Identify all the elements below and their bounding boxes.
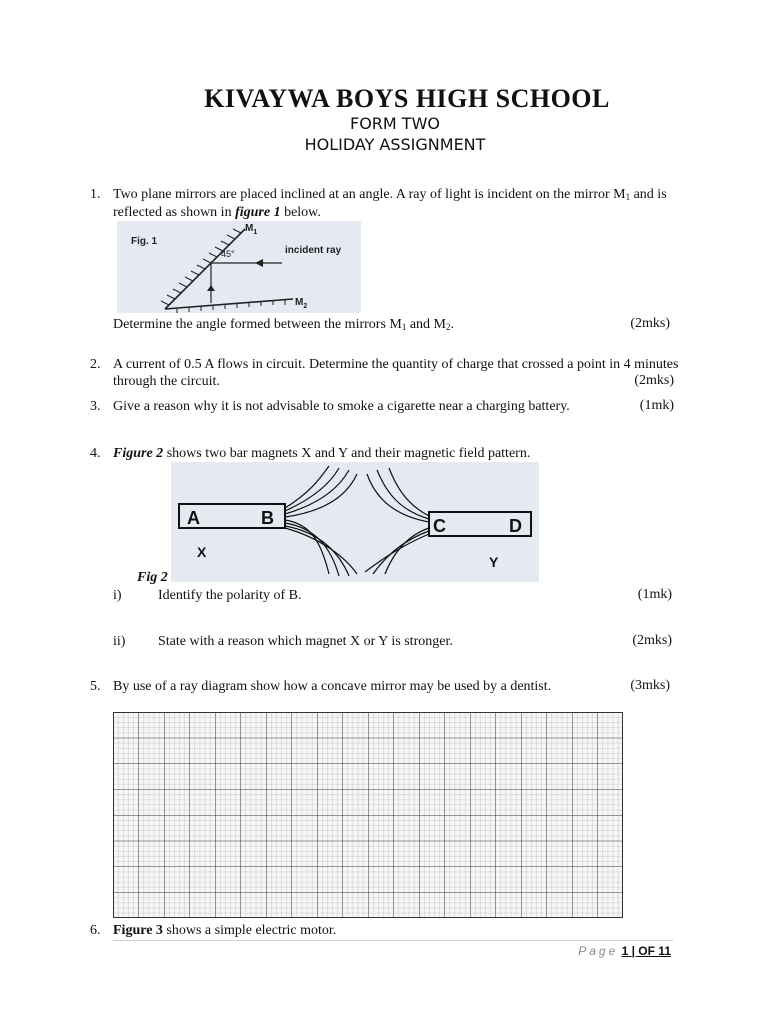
q2-marks: (2mks) — [634, 373, 674, 388]
magnet-pole-d: D — [509, 516, 522, 536]
magnet-x-label: X — [197, 544, 207, 560]
page-number: 1 | OF 11 — [621, 944, 671, 958]
q1-number: 1. — [90, 187, 101, 202]
q5-marks: (3mks) — [630, 678, 670, 693]
fig1-incident-ray-label: incident ray — [285, 245, 342, 256]
fig2-caption: Fig 2 — [137, 570, 168, 585]
fig1-angle: 45° — [221, 249, 235, 259]
magnet-pole-a: A — [187, 508, 200, 528]
school-name: KIVAYWA BOYS HIGH SCHOOL — [204, 84, 610, 113]
q6-number: 6. — [90, 923, 101, 938]
q2-text-line2: through the circuit. — [113, 374, 220, 389]
q6-text: Figure 3 shows a simple electric motor. — [113, 923, 337, 938]
form-level: FORM TWO — [350, 114, 440, 133]
magnet-y-label: Y — [489, 554, 499, 570]
q4-part-ii-marks: (2mks) — [632, 633, 672, 648]
graph-paper-answer-area[interactable] — [113, 712, 623, 918]
q1-text-line2: reflected as shown in figure 1 below. — [113, 205, 321, 220]
figure-2-bar-magnets — [171, 462, 539, 582]
q3-marks: (1mk) — [639, 398, 674, 413]
q4-part-ii-text: State with a reason which magnet X or Y is stronger. — [158, 634, 453, 649]
q4-text: Figure 2 shows two bar magnets X and Y and their magnetic field pattern. — [113, 446, 531, 461]
footer-divider — [113, 940, 673, 941]
svg-text:M2: $M_2$ — [295, 297, 308, 310]
q4-number: 4. — [90, 446, 101, 461]
page-footer — [578, 944, 671, 958]
page-word: Page — [578, 944, 619, 958]
q4-part-i-text: Identify the polarity of B. — [158, 588, 302, 603]
q2-number: 2. — [90, 357, 101, 372]
q3-text: Give a reason why it is not advisable to smoke a cigarette near a charging battery. — [113, 399, 570, 414]
q3-number: 3. — [90, 399, 101, 414]
magnet-pole-b: B — [261, 508, 274, 528]
q1-text-line1: Two plane mirrors are placed inclined at an angle. A ray of light is incident on the mirror $M_1$ and is — [113, 187, 667, 202]
q1-marks: (2mks) — [630, 316, 670, 331]
q1-question: Determine the angle formed between the mirrors $M_1$ and $M_2$. — [113, 317, 455, 332]
figure-1-mirrors — [117, 221, 361, 313]
magnet-pole-c: C — [433, 516, 446, 536]
q4-part-i-label: i) — [113, 588, 122, 603]
q4-part-ii-label: ii) — [113, 634, 126, 649]
q4-part-i-marks: (1mk) — [637, 587, 672, 602]
assignment-title: HOLIDAY ASSIGNMENT — [304, 135, 486, 154]
fig1-label: Fig. 1 — [131, 236, 158, 247]
q5-number: 5. — [90, 679, 101, 694]
q2-text-line1: A current of 0.5 A flows in circuit. Determine the quantity of charge that crossed a point in 4 minutes — [113, 357, 679, 372]
q5-text: By use of a ray diagram show how a concave mirror may be used by a dentist. — [113, 679, 552, 694]
svg-text:M1: $M_1$ — [245, 223, 258, 236]
